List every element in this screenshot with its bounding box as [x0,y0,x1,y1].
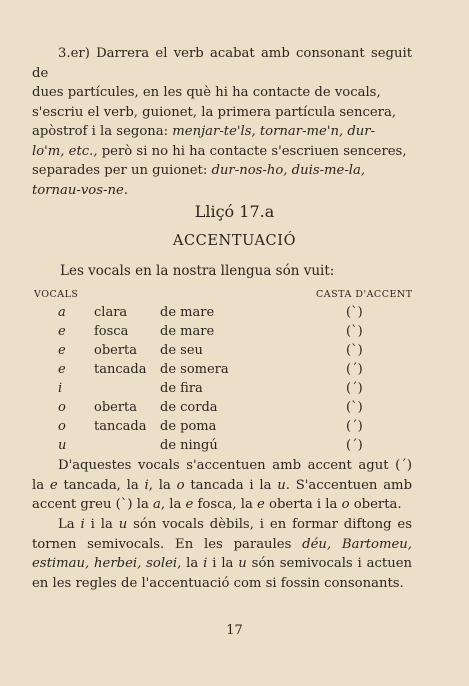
page-number: 17 [226,623,243,638]
vowel: a [153,497,161,512]
text: D'aquestes vocals s'accentuen amb accent agut (´) la [32,458,412,493]
vowel: e [49,477,58,493]
vocal-type: tancada [94,419,147,434]
example-text: lo'm, etc., [32,143,98,159]
vocal-row [32,417,426,436]
vowel: e [185,497,194,512]
vocal-example: de mare [160,305,215,320]
column-header-vocals: VOCALS [34,289,79,300]
para1-line5 [32,142,412,162]
vocal-accent: (´) [346,362,363,377]
vocal-accent: (`) [346,400,363,415]
vocal-type: fosca [94,324,129,339]
text: tancada i la [184,477,278,493]
vowel: i [80,517,85,532]
vocal-example: de fira [160,381,203,396]
paragraph-accents [32,456,412,515]
vocal-example: de somera [160,362,229,377]
text: però si no hi ha contacte s'escriuen senceres, [97,143,407,159]
text: La [58,517,81,532]
vocals-table [32,303,426,455]
para1-line1: 3.er) Darrera el verb acabat amb consonant seguit de [32,46,412,81]
para1-line6 [32,161,412,181]
text: oberta i la [264,497,342,512]
vocal-letter: u [58,438,67,453]
vocal-example: de corda [160,400,218,415]
lesson-title: Lliçó 17.a [194,202,275,221]
text: , la [148,477,177,493]
vocal-accent: (`) [346,343,363,358]
vocal-letter: a [58,305,66,320]
vocal-row [32,303,426,322]
text: oberta. [349,497,402,512]
vocal-accent: (´) [346,381,363,396]
vocal-row [32,379,426,398]
vowel: u [277,477,286,493]
text: són vocals dèbils, i en formar diftong es tornen semivocals. En les paraules [32,517,413,552]
text: . S'accentuen amb accent greu (`) la [32,477,413,512]
vocal-type: tancada [94,362,147,377]
text: fosca, la [193,497,258,512]
text: i la [84,517,119,532]
para2 [32,456,412,515]
vowel: i [203,556,208,571]
vocal-row [32,341,426,360]
vocal-type: oberta [94,343,138,358]
example-words: déu, Bartomeu, estimau, herbei, solei [32,536,412,571]
text: , la [160,497,186,512]
vocal-row [32,360,426,379]
column-header-accent: CASTA D'ACCENT [316,289,413,300]
vowel: o [176,477,185,493]
vocal-letter: e [58,362,66,377]
section-title: ACCENTUACIÓ [172,233,297,249]
vocal-letter: e [58,324,66,339]
vocal-type: oberta [94,400,138,415]
text: i la [207,556,239,571]
vocal-example: de poma [160,419,217,434]
text: apòstrof i la segona: [32,124,173,139]
example-text: dur-nos-ho, duis-me-la, [211,163,366,178]
vocal-example: de seu [160,343,203,358]
vocal-row [32,322,426,341]
vocal-example: de mare [160,324,215,339]
vocal-letter: o [58,419,66,434]
vocal-row [32,436,426,455]
text: separades per un guionet: [32,163,212,178]
vocal-letter: o [58,400,66,415]
text: són semivocals i actuen en les regles de l'accentuació com si fossin consonants. [32,556,412,591]
vocal-accent: (`) [346,324,363,339]
vocal-type [94,379,160,398]
paragraph-semivowels [32,515,412,593]
example-text: tornau-vos-ne. [32,182,128,198]
vocal-accent: (`) [346,305,363,320]
vocal-type: clara [94,305,128,320]
vowel: i [144,477,149,493]
text: , la [177,556,204,571]
vocal-example: de ningú [160,438,218,453]
example-text: menjar-te'ls, tornar-me'n, dur- [172,124,376,139]
vowel: o [341,497,350,512]
vocal-row [32,398,426,417]
vowel: u [238,556,247,571]
paragraph-rule-3 [32,44,412,200]
vocal-type [94,436,160,455]
para1-line7 [32,181,412,201]
vocal-letter: i [58,381,63,396]
vowel: u [118,517,128,532]
para1-line2: dues partícules, en les què hi ha contacte de vocals, [32,85,381,100]
intro-text: Les vocals en la nostra llengua són vuit: [60,263,335,279]
vocal-accent: (´) [346,438,363,453]
vocal-accent: (´) [346,419,363,434]
para1-line3: s'escriu el verb, guionet, la primera partícula sencera, [32,104,397,120]
vocal-letter: e [58,343,66,358]
para1-line4 [32,122,412,142]
para3 [32,515,412,593]
text: tancada, la [57,477,145,493]
vowel: e [257,497,265,512]
